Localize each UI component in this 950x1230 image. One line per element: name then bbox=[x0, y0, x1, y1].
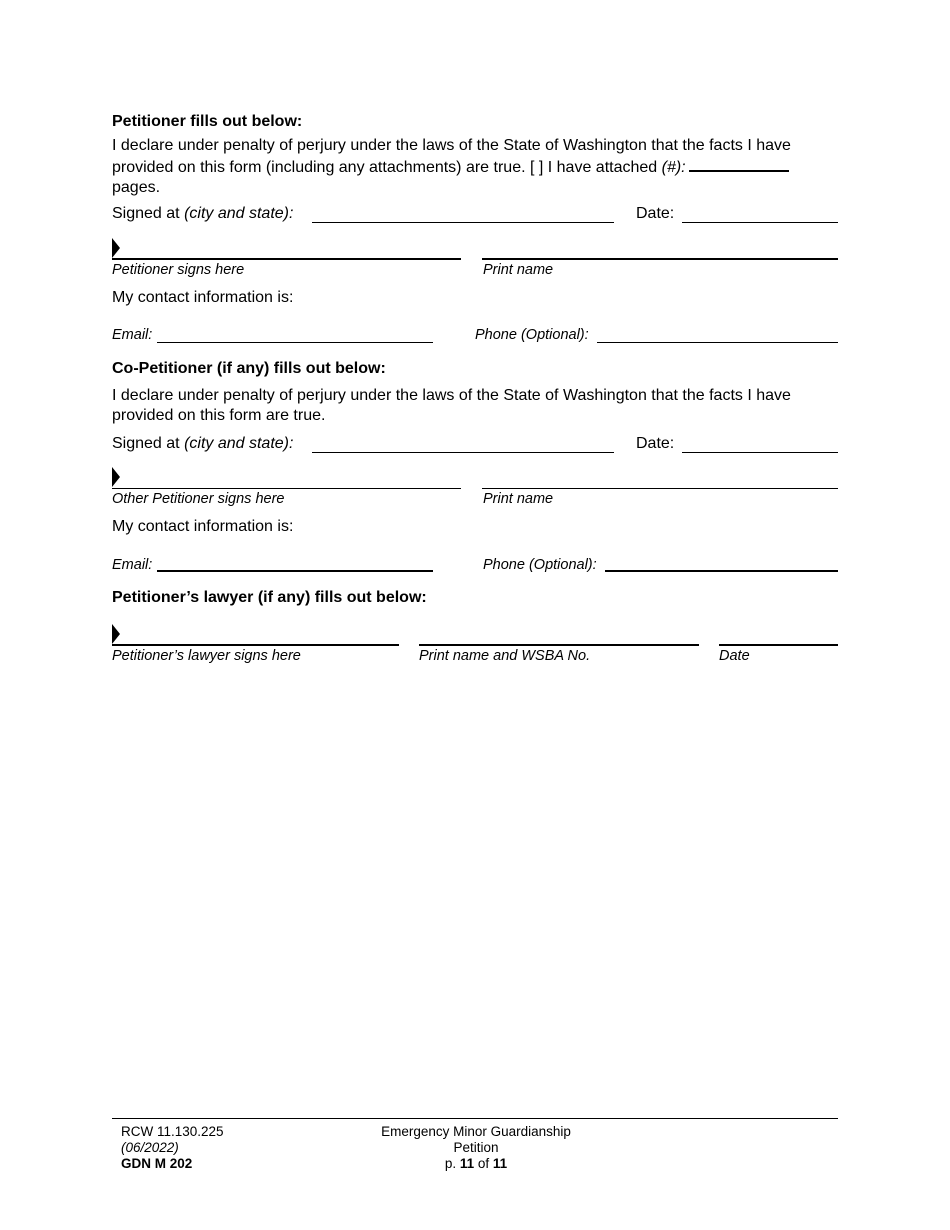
lawyer-date-caption: Date bbox=[719, 648, 750, 664]
co-petitioner-print-name-caption: Print name bbox=[483, 491, 554, 507]
lawyer-heading: Petitioner’s lawyer (if any) fills out below: bbox=[112, 589, 427, 606]
attached-count-field[interactable] bbox=[689, 156, 789, 172]
co-petitioner-contact-label: My contact information is: bbox=[112, 518, 294, 535]
petitioner-declaration-end: pages. bbox=[112, 179, 161, 196]
petitioner-date-label: Date: bbox=[636, 205, 675, 222]
lawyer-print-name-field[interactable] bbox=[419, 644, 699, 646]
co-petitioner-signature-caption: Other Petitioner signs here bbox=[112, 491, 285, 507]
petitioner-date-field[interactable] bbox=[682, 222, 838, 223]
petitioner-print-name-field[interactable] bbox=[482, 258, 838, 260]
co-petitioner-date-label: Date: bbox=[636, 435, 675, 452]
signature-arrow-icon bbox=[112, 467, 120, 487]
attached-count-label: (#): bbox=[661, 159, 686, 176]
co-petitioner-heading: Co-Petitioner (if any) fills out below: bbox=[112, 360, 386, 377]
lawyer-signature-caption: Petitioner’s lawyer signs here bbox=[112, 648, 301, 664]
footer-revision-date: (06/2022) bbox=[121, 1140, 179, 1155]
petitioner-signed-at-label: Signed at (city and state): bbox=[112, 205, 294, 222]
co-petitioner-signature-field[interactable] bbox=[112, 488, 461, 489]
signature-arrow-icon bbox=[112, 624, 120, 644]
lawyer-print-name-caption: Print name and WSBA No. bbox=[419, 648, 591, 664]
petitioner-contact-label: My contact information is: bbox=[112, 289, 294, 306]
co-petitioner-phone-label: Phone (Optional): bbox=[483, 557, 597, 573]
co-petitioner-date-field[interactable] bbox=[682, 452, 838, 453]
footer-form-title-line1: Emergency Minor Guardianship bbox=[381, 1124, 571, 1139]
petitioner-email-field[interactable] bbox=[157, 342, 433, 343]
signature-arrow-icon bbox=[112, 238, 120, 258]
petitioner-heading: Petitioner fills out below: bbox=[112, 113, 303, 130]
footer-divider bbox=[112, 1118, 838, 1119]
petitioner-phone-label: Phone (Optional): bbox=[475, 327, 589, 343]
petitioner-declaration bbox=[112, 136, 838, 198]
co-petitioner-email-label: Email: bbox=[112, 557, 153, 573]
petitioner-print-name-caption: Print name bbox=[483, 262, 554, 278]
co-petitioner-phone-field[interactable] bbox=[605, 570, 838, 572]
footer-form-code: GDN M 202 bbox=[121, 1156, 193, 1171]
co-petitioner-print-name-field[interactable] bbox=[482, 488, 838, 489]
petitioner-declaration-text: I declare under penalty of perjury under the laws of the State of Washington that the facts I have provided on this form (including any attachments) are true. [ ] I have attached bbox=[112, 137, 791, 176]
petitioner-email-label: Email: bbox=[112, 327, 153, 343]
footer-form-title-line2: Petition bbox=[453, 1140, 499, 1155]
footer-page-number: p. 11 of 11 bbox=[444, 1156, 508, 1171]
petitioner-signature-caption: Petitioner signs here bbox=[112, 262, 245, 278]
co-petitioner-signed-at-label: Signed at (city and state): bbox=[112, 435, 294, 452]
petitioner-signature-field[interactable] bbox=[112, 258, 461, 260]
footer-statute: RCW 11.130.225 bbox=[121, 1124, 224, 1139]
co-petitioner-email-field[interactable] bbox=[157, 570, 433, 572]
petitioner-city-state-field[interactable] bbox=[312, 222, 614, 223]
co-petitioner-declaration: I declare under penalty of perjury under the laws of the State of Washington that the facts I have provided on this form are true. bbox=[112, 387, 791, 424]
co-petitioner-city-state-field[interactable] bbox=[312, 452, 614, 453]
lawyer-signature-field[interactable] bbox=[112, 644, 399, 646]
lawyer-date-field[interactable] bbox=[719, 644, 838, 646]
petitioner-phone-field[interactable] bbox=[597, 342, 838, 343]
